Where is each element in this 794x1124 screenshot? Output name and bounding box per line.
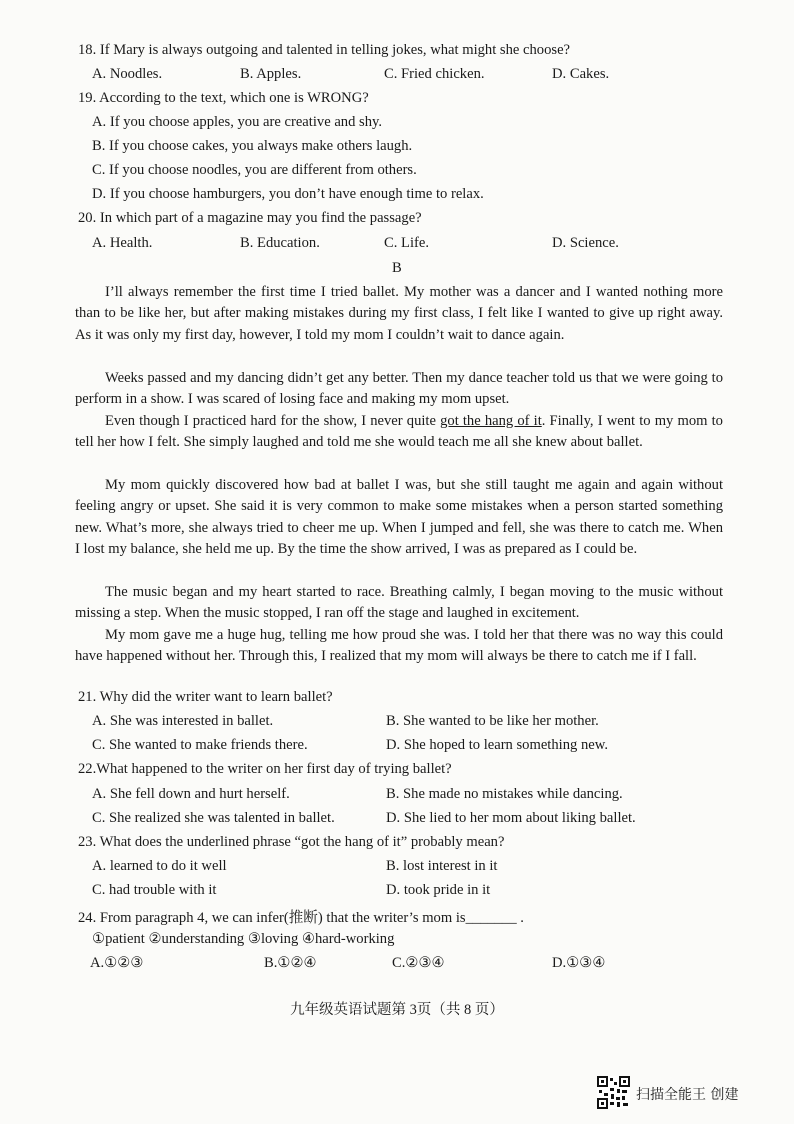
- q22-options-row-1: [0, 786, 794, 806]
- question-24-options: [0, 954, 794, 974]
- q21-option-b: B. She wanted to be like her mother.: [386, 713, 599, 729]
- q23-option-d: D. took pride in it: [386, 882, 491, 898]
- question-18-stem: 18. If Mary is always outgoing and talented in telling jokes, what might she choose?: [78, 42, 571, 58]
- p3-text-after: . Finally, I went to my mom to tell her how I felt. She simply laughed and told me she would teach me all she knew about ballet.: [75, 413, 723, 451]
- q18-option-a: A. Noodles.: [92, 66, 163, 82]
- question-19-stem: 19. According to the text, which one is WRONG?: [78, 90, 369, 106]
- q21-option-c: C. She wanted to make friends there.: [92, 737, 308, 753]
- q22-option-d: D. She lied to her mom about liking ballet.: [386, 810, 636, 826]
- q21-option-a: A. She was interested in ballet.: [92, 713, 274, 729]
- q19-option-a: A. If you choose apples, you are creative and shy.: [92, 114, 383, 130]
- q21-option-d: D. She hoped to learn something new.: [386, 737, 608, 753]
- q22-option-c: C. She realized she was talented in ballet.: [92, 810, 335, 826]
- q20-option-a: A. Health.: [92, 235, 153, 251]
- scanner-watermark: 扫描全能王 创建: [636, 1087, 739, 1103]
- q22-options-row-2: [0, 810, 794, 830]
- q22-option-b: B. She made no mistakes while dancing.: [386, 786, 623, 802]
- q18-option-c: C. Fried chicken.: [384, 66, 485, 82]
- q22-option-a: A. She fell down and hurt herself.: [92, 786, 290, 802]
- q23-option-a: A. learned to do it well: [92, 858, 227, 874]
- question-20-stem: 20. In which part of a magazine may you find the passage?: [78, 210, 422, 226]
- q18-option-d: D. Cakes.: [552, 66, 610, 82]
- passage-paragraph-5: The music began and my heart started to race. Breathing calmly, I began moving to the music without missing a step. When the music stopped, I ran off the stage and laughed in excitement.: [75, 584, 723, 622]
- q18-option-b: B. Apples.: [240, 66, 302, 82]
- q20-option-c: C. Life.: [384, 235, 429, 251]
- page-footer: 九年级英语试题第 3页（共 8 页）: [290, 1002, 504, 1018]
- passage-paragraph-2: Weeks passed and my dancing didn’t get any better. Then my dance teacher told us that we were going to perform in a show. I was scared of losing face and making my mom upset.: [75, 370, 723, 408]
- passage-paragraph-1: I’ll always remember the first time I tried ballet. My mother was a dancer and I wanted nothing more than to be like her, but after making mistakes during my first class, I felt like I wanted to give up right away. As it was only my first day, however, I told my mom I couldn’t wait to dance again.: [75, 284, 723, 343]
- underlined-phrase: got the hang of it: [440, 413, 542, 429]
- passage-paragraph-3: [75, 411, 723, 454]
- q21-options-row-1: [0, 713, 794, 733]
- q19-option-c: C. If you choose noodles, you are different from others.: [92, 162, 417, 178]
- q19-option-b: B. If you choose cakes, you always make others laugh.: [92, 138, 413, 154]
- q20-option-d: D. Science.: [552, 235, 619, 251]
- q24-option-b: B.①②④: [264, 955, 317, 971]
- question-23-stem: 23. What does the underlined phrase “got the hang of it” probably mean?: [78, 834, 505, 850]
- q24-option-a: A.①②③: [90, 955, 144, 971]
- passage-paragraph-4: My mom quickly discovered how bad at ballet I was, but she still taught me again and again without feeling angry or upset. She said it is very common to make some mistakes when a person started something new. What’s more, she always tried to cheer me up. When I jumped and fell, she was there to catch me. When I lost my balance, she held me up. By the time the show arrived, I was as prepared as I could be.: [75, 477, 723, 558]
- section-label: B: [392, 260, 402, 276]
- question-18-options: [0, 66, 794, 86]
- q21-options-row-2: [0, 737, 794, 757]
- q24-option-c: C.②③④: [392, 955, 445, 971]
- question-21-stem: 21. Why did the writer want to learn ballet?: [78, 689, 333, 705]
- p3-text-before: Even though I practiced hard for the show, I never quite: [105, 413, 441, 429]
- q19-option-d: D. If you choose hamburgers, you don’t have enough time to relax.: [92, 186, 484, 202]
- q23-options-row-2: [0, 882, 794, 902]
- q23-option-b: B. lost interest in it: [386, 858, 498, 874]
- question-22-stem: 22.What happened to the writer on her first day of trying ballet?: [78, 761, 452, 777]
- q24-choices: ①patient ②understanding ③loving ④hard-working: [92, 931, 395, 947]
- q20-option-b: B. Education.: [240, 235, 320, 251]
- question-20-options: [0, 235, 794, 255]
- q24-option-d: D.①③④: [552, 955, 606, 971]
- q23-options-row-1: [0, 858, 794, 878]
- question-24-stem: 24. From paragraph 4, we can infer(推断) that the writer’s mom is_______ .: [78, 910, 524, 926]
- qr-code-icon: [597, 1076, 630, 1109]
- passage-paragraph-6: My mom gave me a huge hug, telling me how proud she was. I told her that there was no way this could have happened without her. Through this, I realized that my mom will always be there to catch me if I fall.: [75, 627, 723, 665]
- q23-option-c: C. had trouble with it: [92, 882, 217, 898]
